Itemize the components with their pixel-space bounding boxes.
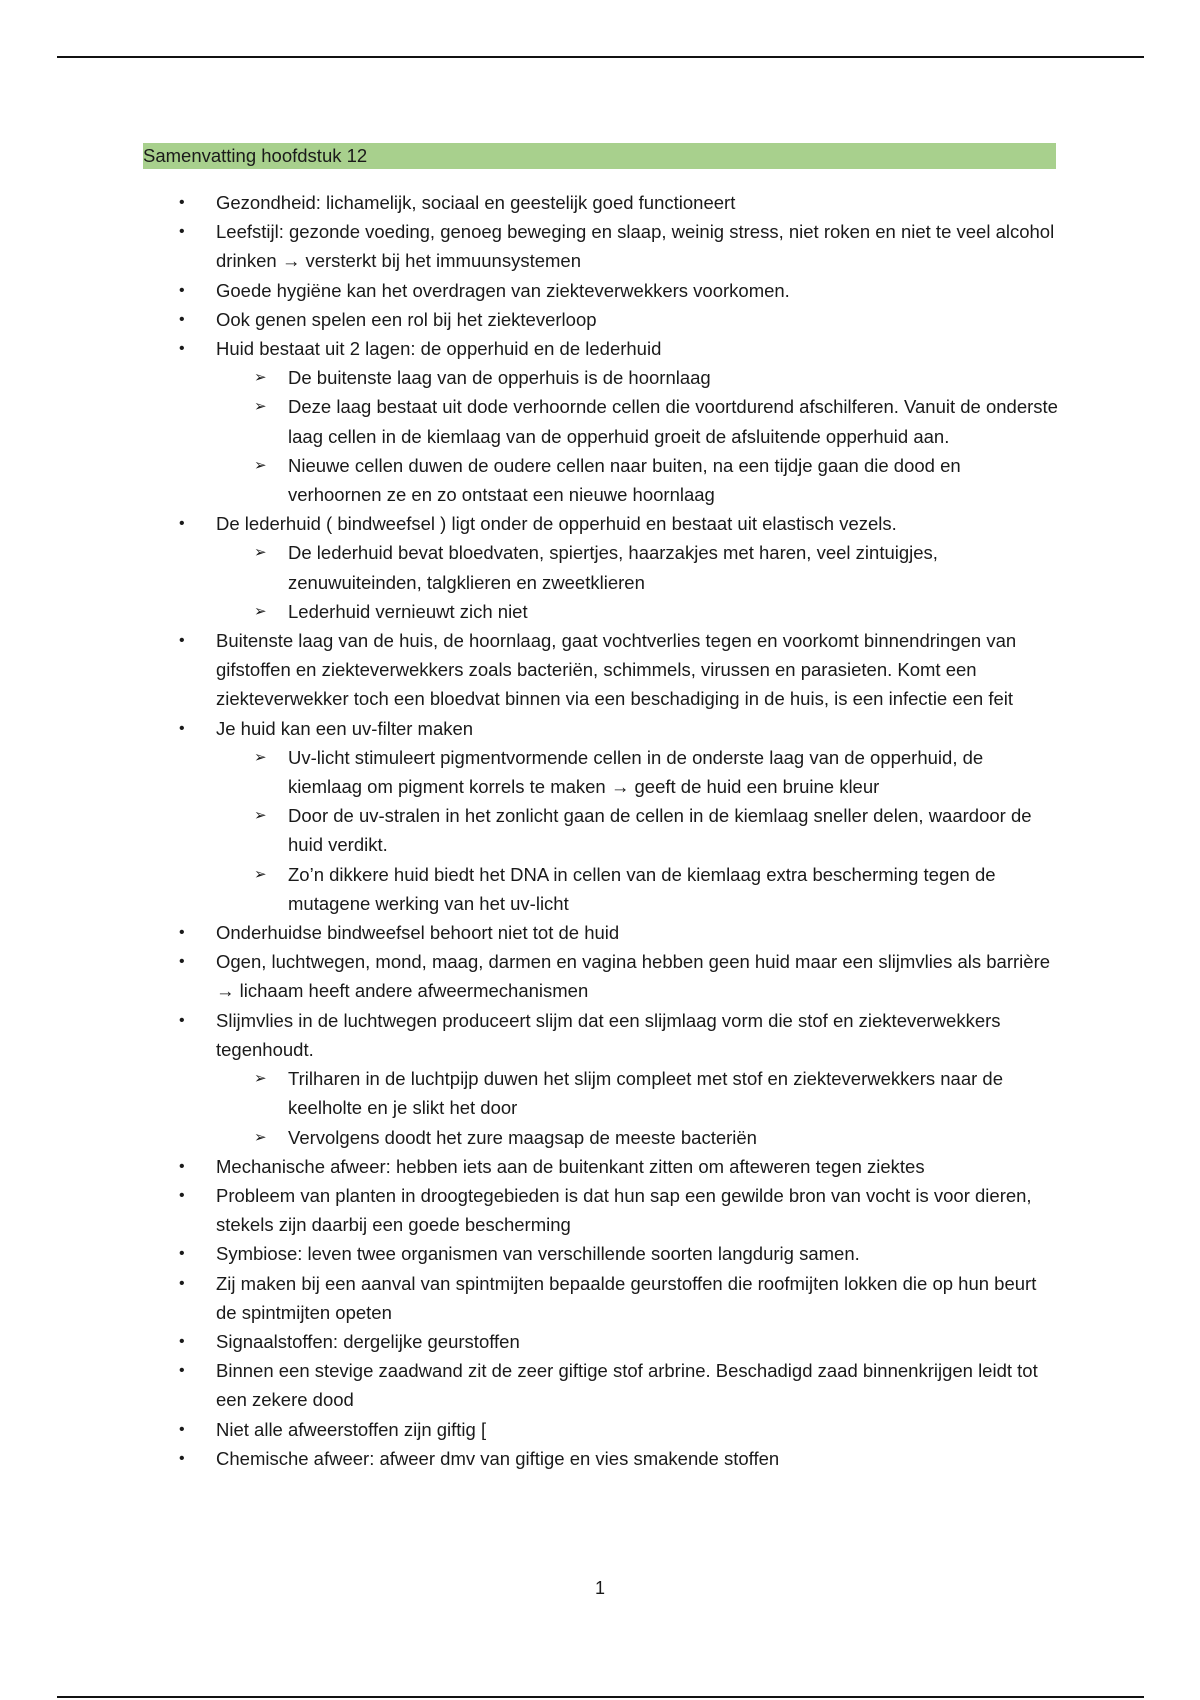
list-item <box>143 1181 1058 1239</box>
bullet-icon: • <box>179 1420 185 1438</box>
list-item-text: Signaalstoffen: dergelijke geurstoffen <box>216 1330 520 1352</box>
list-item <box>143 188 1058 217</box>
arrow-bullet-icon: ➢ <box>254 865 267 883</box>
list-item <box>143 509 1058 538</box>
list-item-text: Lederhuid vernieuwt zich niet <box>288 600 528 622</box>
list-item-text: Leefstijl: gezonde voeding, genoeg beweging en slaap, weinig stress, niet roken en niet te veel alcohol drinken → versterkt bij het immuunsystemen <box>216 221 1055 272</box>
arrow-bullet-icon: ➢ <box>254 1128 267 1146</box>
list-item <box>143 217 1058 275</box>
bullet-icon: • <box>179 719 185 737</box>
list-item-text: De lederhuid bevat bloedvaten, spiertjes, haarzakjes met haren, veel zintuigjes, zenuwuiteinden, talgklieren en zweetklieren <box>288 542 938 593</box>
sub-list-item <box>143 801 1058 859</box>
list-item-text: Binnen een stevige zaadwand zit de zeer giftige stof arbrine. Beschadigd zaad binnenkrijgen leidt tot een zekere dood <box>216 1360 1038 1411</box>
bullet-icon: • <box>179 1332 185 1350</box>
list-item-text: Zij maken bij een aanval van spintmijten bepaalde geurstoffen die roofmijten lokken die op hun beurt de spintmijten opeten <box>216 1272 1037 1323</box>
arrow-bullet-icon: ➢ <box>254 602 267 620</box>
bullet-icon: • <box>179 1011 185 1029</box>
bullet-icon: • <box>179 1245 185 1263</box>
list-item <box>143 305 1058 334</box>
arrow-bullet-icon: ➢ <box>254 1070 267 1088</box>
list-item <box>143 714 1058 743</box>
bullet-icon: • <box>179 1274 185 1292</box>
list-item <box>143 918 1058 947</box>
section-heading: Samenvatting hoofdstuk 12 <box>143 143 1056 169</box>
sub-list-item <box>143 392 1058 450</box>
bullet-icon: • <box>179 1362 185 1380</box>
list-item-text: Goede hygiëne kan het overdragen van ziekteverwekkers voorkomen. <box>216 279 790 301</box>
bullet-list <box>143 188 1058 1473</box>
list-item-text: Chemische afweer: afweer dmv van giftige en vies smakende stoffen <box>216 1447 780 1469</box>
bullet-icon: • <box>179 223 185 241</box>
list-item-text: Probleem van planten in droogtegebieden is dat hun sap een gewilde bron van vocht is voor dieren, stekels zijn daarbij een goede bescherming <box>216 1184 1032 1236</box>
bullet-icon: • <box>179 1157 185 1175</box>
bullet-icon: • <box>179 515 185 533</box>
list-item-text: Ogen, luchtwegen, mond, maag, darmen en vagina hebben geen huid maar een slijmvlies als barrière → lichaam heeft andere afweermechanismen <box>216 951 1051 1002</box>
sub-list-item <box>143 1123 1058 1152</box>
bullet-icon: • <box>179 1186 185 1204</box>
list-item <box>143 1356 1058 1414</box>
list-item-text: Vervolgens doodt het zure maagsap de meeste bacteriën <box>288 1126 757 1148</box>
list-item <box>143 1415 1058 1444</box>
bullet-icon: • <box>179 310 185 328</box>
page-top-rule <box>57 56 1144 58</box>
sub-list-item <box>143 451 1058 509</box>
list-item-text: Niet alle afweerstoffen zijn giftig [ <box>216 1418 487 1440</box>
list-item <box>143 1152 1058 1181</box>
sub-list-item <box>143 538 1058 596</box>
bullet-icon: • <box>179 632 185 650</box>
list-item-text: Zo’n dikkere huid biedt het DNA in cellen van de kiemlaag extra bescherming tegen de mutagene werking van het uv-licht <box>288 863 996 914</box>
list-item <box>143 626 1058 714</box>
sub-list-item <box>143 743 1058 801</box>
list-item-text: Trilharen in de luchtpijp duwen het slijm compleet met stof en ziekteverwekkers naar de keelholte en je slikt het door <box>288 1068 1003 1119</box>
sub-list-item <box>143 597 1058 626</box>
page-number: 1 <box>594 1578 605 1598</box>
list-item <box>143 1006 1058 1064</box>
list-item <box>143 947 1058 1005</box>
arrow-bullet-icon: ➢ <box>254 807 267 825</box>
list-item <box>143 1269 1058 1327</box>
list-item-text: Huid bestaat uit 2 lagen: de opperhuid en de lederhuid <box>216 338 662 360</box>
bullet-icon: • <box>179 194 185 211</box>
bullet-icon: • <box>179 924 185 942</box>
list-item-text: Deze laag bestaat uit dode verhoornde cellen die voortdurend afschilferen. Vanuit de onderste laag cellen in de kiemlaag van de opperhuid groeit de afsluitende opperhuid aan. <box>288 396 1058 447</box>
bullet-icon: • <box>179 340 185 358</box>
list-item <box>143 1327 1058 1356</box>
bullet-icon: • <box>179 953 185 971</box>
list-item-text: Buitenste laag van de huis, de hoornlaag, gaat vochtverlies tegen en voorkomt binnendringen van gifstoffen en ziekteverwekkers zoals bacteriën, schimmels, virussen en parasieten. Komt een ziekteverwekker toch een bloedvat binnen via een beschadiging in de huis, is een infectie een feit <box>216 630 1017 710</box>
list-item-text: Slijmvlies in de luchtwegen produceert slijm dat een slijmlaag vorm die stof en ziekteverwekkers tegenhoudt. <box>216 1009 1001 1060</box>
list-item <box>143 1444 1058 1473</box>
arrow-bullet-icon: ➢ <box>254 544 267 562</box>
list-item-text: Gezondheid: lichamelijk, sociaal en geestelijk goed functioneert <box>216 192 736 213</box>
list-item-text: Door de uv-stralen in het zonlicht gaan de cellen in de kiemlaag sneller delen, waardoor de huid verdikt. <box>288 805 1032 856</box>
list-item-text: Uv-licht stimuleert pigmentvormende cellen in de onderste laag van de opperhuid, de kiemlaag om pigment korrels te maken → geeft de huid een bruine kleur <box>288 746 984 798</box>
list-item <box>143 276 1058 305</box>
document-body <box>143 188 1058 1473</box>
sub-list-item <box>143 860 1058 918</box>
arrow-bullet-icon: ➢ <box>254 398 267 416</box>
arrow-bullet-icon: ➢ <box>254 369 267 387</box>
bullet-icon: • <box>179 1449 185 1467</box>
list-item-text: Ook genen spelen een rol bij het ziekteverloop <box>216 308 597 330</box>
list-item-text: Nieuwe cellen duwen de oudere cellen naar buiten, na een tijdje gaan die dood en verhoornen ze en zo ontstaat een nieuwe hoornlaag <box>288 454 961 506</box>
page-bottom-rule <box>57 1696 1144 1698</box>
list-item-text: De lederhuid ( bindweefsel ) ligt onder de opperhuid en bestaat uit elastisch vezels. <box>216 513 897 535</box>
sub-list-item <box>143 363 1058 392</box>
list-item-text: De buitenste laag van de opperhuis is de hoornlaag <box>288 367 711 389</box>
arrow-bullet-icon: ➢ <box>254 456 267 474</box>
sub-list-item <box>143 1064 1058 1122</box>
list-item-text: Symbiose: leven twee organismen van verschillende soorten langdurig samen. <box>216 1243 860 1265</box>
list-item-text: Mechanische afweer: hebben iets aan de buitenkant zitten om afteweren tegen ziektes <box>216 1155 925 1177</box>
list-item-text: Je huid kan een uv-filter maken <box>216 717 474 739</box>
list-item <box>143 1239 1058 1268</box>
arrow-bullet-icon: ➢ <box>254 748 267 766</box>
list-item-text: Onderhuidse bindweefsel behoort niet tot de huid <box>216 922 620 944</box>
bullet-icon: • <box>179 281 185 299</box>
list-item <box>143 334 1058 363</box>
